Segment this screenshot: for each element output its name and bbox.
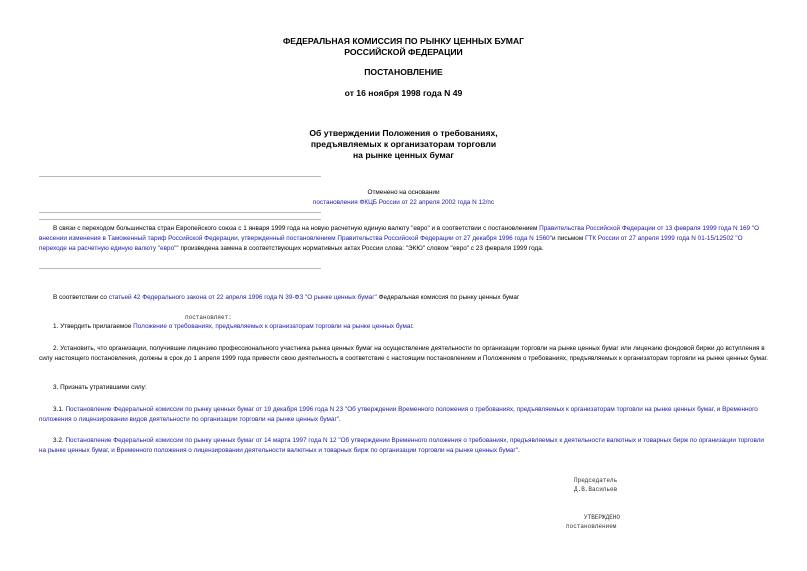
item-1	[39, 322, 769, 332]
item-3-1	[39, 405, 769, 425]
divider-2	[39, 212, 321, 213]
item-3	[39, 383, 769, 393]
note-link-government-decree[interactable]: Правительства Российской Федерации от 13 февраля 1999 года N 169 "О внесении изменения в Таможенный тариф Российской Федерации, утвержденный постановлением Правительства Российской Федерации от 27 декабря 1996 года N 1560"	[39, 225, 760, 242]
document-title-line1: Об утверждении Положения о требованиях,	[309, 128, 498, 138]
signature-name: Д.В.Васильев	[574, 486, 618, 493]
item-1-suffix: .	[412, 323, 414, 330]
basis-paragraph	[39, 293, 769, 303]
org-name-line2: РОССИЙСКОЙ ФЕДЕРАЦИИ	[344, 47, 463, 57]
divider-top	[39, 176, 321, 177]
approved-label: УТВЕРЖДЕНО	[584, 514, 621, 521]
item-3-2	[39, 436, 769, 456]
note-text-part2: и письмом	[552, 235, 586, 242]
divider-3	[39, 219, 321, 220]
item-3-1-link[interactable]: Постановление Федеральной комиссии по рынку ценных бумаг от 19 декабря 1996 года N 23 "Об утверждении Временного положения о требованиях, предъявляемых к организаторам торговли на рынке ценных бумаг, и Временного положения о лицензировании видов деятельности по организации торговли на рынке ценных бумаг"	[39, 406, 758, 423]
basis-text-part1: В соответствии со	[53, 294, 109, 301]
org-name-line1: ФЕДЕРАЛЬНАЯ КОМИССИЯ ПО РЫНКУ ЦЕННЫХ БУМАГ	[282, 36, 525, 46]
item-1-regulation-link[interactable]: Положение о требованиях, предъявляемых к организаторам торговли на рынке ценных бумаг	[133, 323, 413, 330]
item-2-text: 2. Установить, что организации, получившие лицензию профессионального участника рынка ценных бумаг на осуществление деятельности по организации торговли на рынке ценных бумаг или лицензию фондовой биржи до вступления в силу настоящего постановления, должны в срок до 1 апреля 1999 года привести свою деятельность в соответствие с настоящим постановлением и Положением о требованиях, предъявляемых к организаторам торговли на рынке ценных бумаг.	[39, 345, 768, 362]
item-1-text: 1. Утвердить прилагаемое	[53, 323, 134, 330]
cancel-note-link[interactable]: постановления ФКЦБ России от 22 апреля 2002 года N 12/пс	[312, 199, 495, 206]
note-text-part1: В связи с переходом большинства стран Европейского союза с 1 января 1999 года на новую расчетную единую валюту "евро" и в соответствии с постановлением	[53, 225, 540, 232]
item-2	[39, 344, 769, 364]
resolves-label: постановляет:	[185, 314, 232, 321]
basis-text-part2: Федеральная комиссия по рынку ценных бумаг	[376, 294, 520, 301]
note-paragraph	[39, 224, 769, 254]
basis-law-link[interactable]: статьей 42 Федерального закона от 22 апреля 1996 года N 39-ФЗ "О рынке ценных бумаг"	[108, 294, 377, 301]
signature-title: Председатель	[574, 477, 618, 484]
note-link-customs-letter[interactable]: ГТК России от 27 апреля 1999 года N 01-15/12502 "О переходе на расчетную единую валюту "евро""	[39, 235, 743, 252]
item-3-1-suffix: .	[339, 416, 341, 423]
item-3-1-prefix: 3.1.	[53, 406, 66, 413]
cancel-note-label: Отменено на основании	[367, 189, 440, 196]
approved-by: постановлением	[566, 523, 617, 530]
item-3-text: 3. Признать утратившими силу:	[53, 384, 147, 391]
document-title-line2: предъявляемых к организаторам торговли	[310, 139, 497, 149]
item-3-2-suffix: .	[518, 447, 520, 454]
document-type: ПОСТАНОВЛЕНИЕ	[364, 67, 443, 77]
note-text-part3: произведена замена в соответствующих нормативных актах России слова: "ЭКЮ" словом "евро" с 23 февраля 1999 года.	[178, 245, 544, 252]
item-3-2-link[interactable]: Постановление Федеральной комиссии по рынку ценных бумаг от 14 марта 1997 года N 12 "Об утверждении Временного положения о требованиях, предъявляемых к деятельности валютных и товарных бирж по организации торговли на рынке ценных бумаг, и Временного положения о лицензировании деятельности валютных и товарных бирж по организации торговли на рынке ценных бумаг"	[39, 437, 765, 454]
divider-bottom	[39, 268, 321, 269]
item-3-2-prefix: 3.2.	[53, 437, 66, 444]
document-date-number: от 16 ноября 1998 года N 49	[344, 88, 463, 98]
document-title-line3: на рынке ценных бумаг	[352, 150, 455, 160]
